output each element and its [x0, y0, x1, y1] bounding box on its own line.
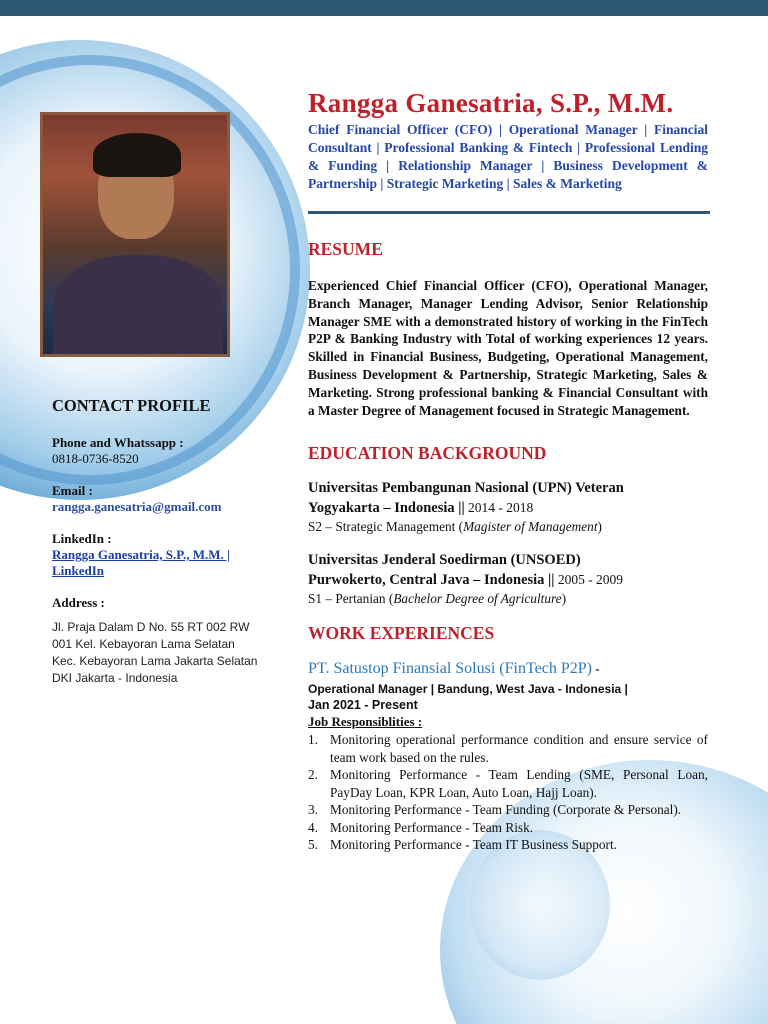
education-location	[308, 498, 708, 518]
duties-list	[308, 731, 708, 854]
education-location	[308, 570, 708, 590]
email-value: rangga.ganesatria@gmail.com	[52, 499, 222, 514]
main-column	[308, 86, 708, 854]
work-company	[308, 659, 708, 679]
degree-major: Pertanian (	[335, 591, 394, 607]
address-line: 001 Kel. Kebayoran Lama Selatan	[52, 637, 235, 651]
phone-value: 0818-0736-8520	[52, 451, 139, 466]
header-divider	[308, 211, 710, 214]
duty-text: Monitoring operational performance condition and ensure service of team work based on the rules.	[330, 732, 708, 765]
photo-body-shape	[53, 255, 223, 354]
duty-number: 2.	[308, 767, 318, 783]
degree-prefix: S1 –	[308, 591, 336, 607]
photo-hair-shape	[93, 133, 181, 177]
profile-photo-frame	[40, 112, 230, 357]
linkedin-link-line2[interactable]: LinkedIn	[52, 563, 105, 578]
duty-item	[308, 836, 708, 854]
duty-text: Monitoring Performance - Team Risk.	[330, 819, 534, 835]
education-item	[308, 550, 708, 608]
degree-prefix: S2 –	[308, 519, 336, 535]
linkedin-link-line1[interactable]: Rangga Ganesatria, S.P., M.M. |	[52, 547, 230, 562]
education-degree	[308, 518, 708, 536]
duty-text: Monitoring Performance - Team Lending (SME, Personal Loan, PayDay Loan, KPR Loan, Auto Loan, Hajj Loan).	[330, 767, 708, 800]
duty-item	[308, 819, 708, 837]
job-responsibilities-title: Job Responsiblities :	[308, 714, 423, 730]
address-line: Jl. Praja Dalam D No. 55 RT 002 RW	[52, 620, 250, 634]
phone-label: Phone and Whatssapp :	[52, 435, 184, 450]
work-dates: Jan 2021 - Present	[308, 698, 418, 713]
education-years: 2005 - 2009	[554, 572, 624, 588]
duty-number: 3.	[308, 802, 318, 818]
profile-photo	[43, 115, 227, 354]
education-item	[308, 478, 708, 536]
duty-item	[308, 801, 708, 819]
education-years: 2014 - 2018	[464, 500, 534, 516]
duty-item	[308, 766, 708, 801]
address-value	[52, 619, 282, 687]
duty-number: 4.	[308, 819, 318, 835]
duty-text: Monitoring Performance - Team Funding (Corporate & Personal).	[330, 802, 682, 818]
company-dash: -	[591, 661, 600, 677]
candidate-roles: Chief Financial Officer (CFO) | Operational Manager | Financial Consultant | Professional Banking & Fintech | Professional Lending & Funding | Relationship Manager | Business Development & Partnership | Strategic Marketing | Sales & Marketing	[308, 122, 708, 191]
candidate-name: Rangga Ganesatria, S.P., M.M.	[308, 88, 674, 118]
education-location-text: Yogyakarta – Indonesia ||	[308, 500, 465, 517]
degree-title: Magister of Management	[463, 519, 598, 535]
address-line: DKI Jakarta - Indonesia	[52, 671, 178, 685]
work-title: WORK EXPERIENCES	[308, 623, 495, 644]
education-title: EDUCATION BACKGROUND	[308, 443, 547, 464]
linkedin-label: LinkedIn :	[52, 531, 112, 546]
contact-title: CONTACT PROFILE	[52, 396, 211, 415]
address-line: Kec. Kebayoran Lama Jakarta Selatan	[52, 654, 258, 668]
work-position: Operational Manager | Bandung, West Java - Indonesia |	[308, 682, 628, 697]
address-label: Address :	[52, 595, 105, 610]
education-school: Universitas Jenderal Soedirman (UNSOED)	[308, 552, 581, 569]
email-label: Email :	[52, 483, 93, 498]
resume-title: RESUME	[308, 239, 383, 259]
degree-title: Bachelor Degree of Agriculture	[393, 591, 562, 607]
duty-number: 1.	[308, 732, 318, 748]
degree-major: Strategic Management (	[335, 519, 464, 535]
education-location-text: Purwokerto, Central Java – Indonesia ||	[308, 572, 555, 589]
education-degree	[308, 590, 708, 608]
company-name: PT. Satustop Finansial Solusi (FinTech P2P)	[308, 660, 592, 678]
degree-suffix: )	[597, 519, 602, 535]
duty-number: 5.	[308, 837, 318, 853]
degree-suffix: )	[561, 591, 567, 607]
duty-item	[308, 731, 708, 766]
duty-text: Monitoring Performance - Team IT Business Support.	[330, 837, 618, 853]
contact-column	[52, 396, 282, 687]
top-bar	[0, 0, 768, 16]
resume-text: Experienced Chief Financial Officer (CFO), Operational Manager, Branch Manager, Manager Lending Advisor, Senior Relationship Manager SME with a demonstrated history of working in the FinTech P2P & Banking Industry with Total of working experiences 12 years. Skilled in Financial Business, Budgeting, Operational Management, Business Development & Partnership, Strategic Marketing, Sales & Marketing. Strong professional banking & Financial Consultant with a Master Degree of Management focused in Strategic Management.	[308, 278, 708, 418]
education-school: Universitas Pembangunan Nasional (UPN) Veteran	[308, 480, 624, 497]
